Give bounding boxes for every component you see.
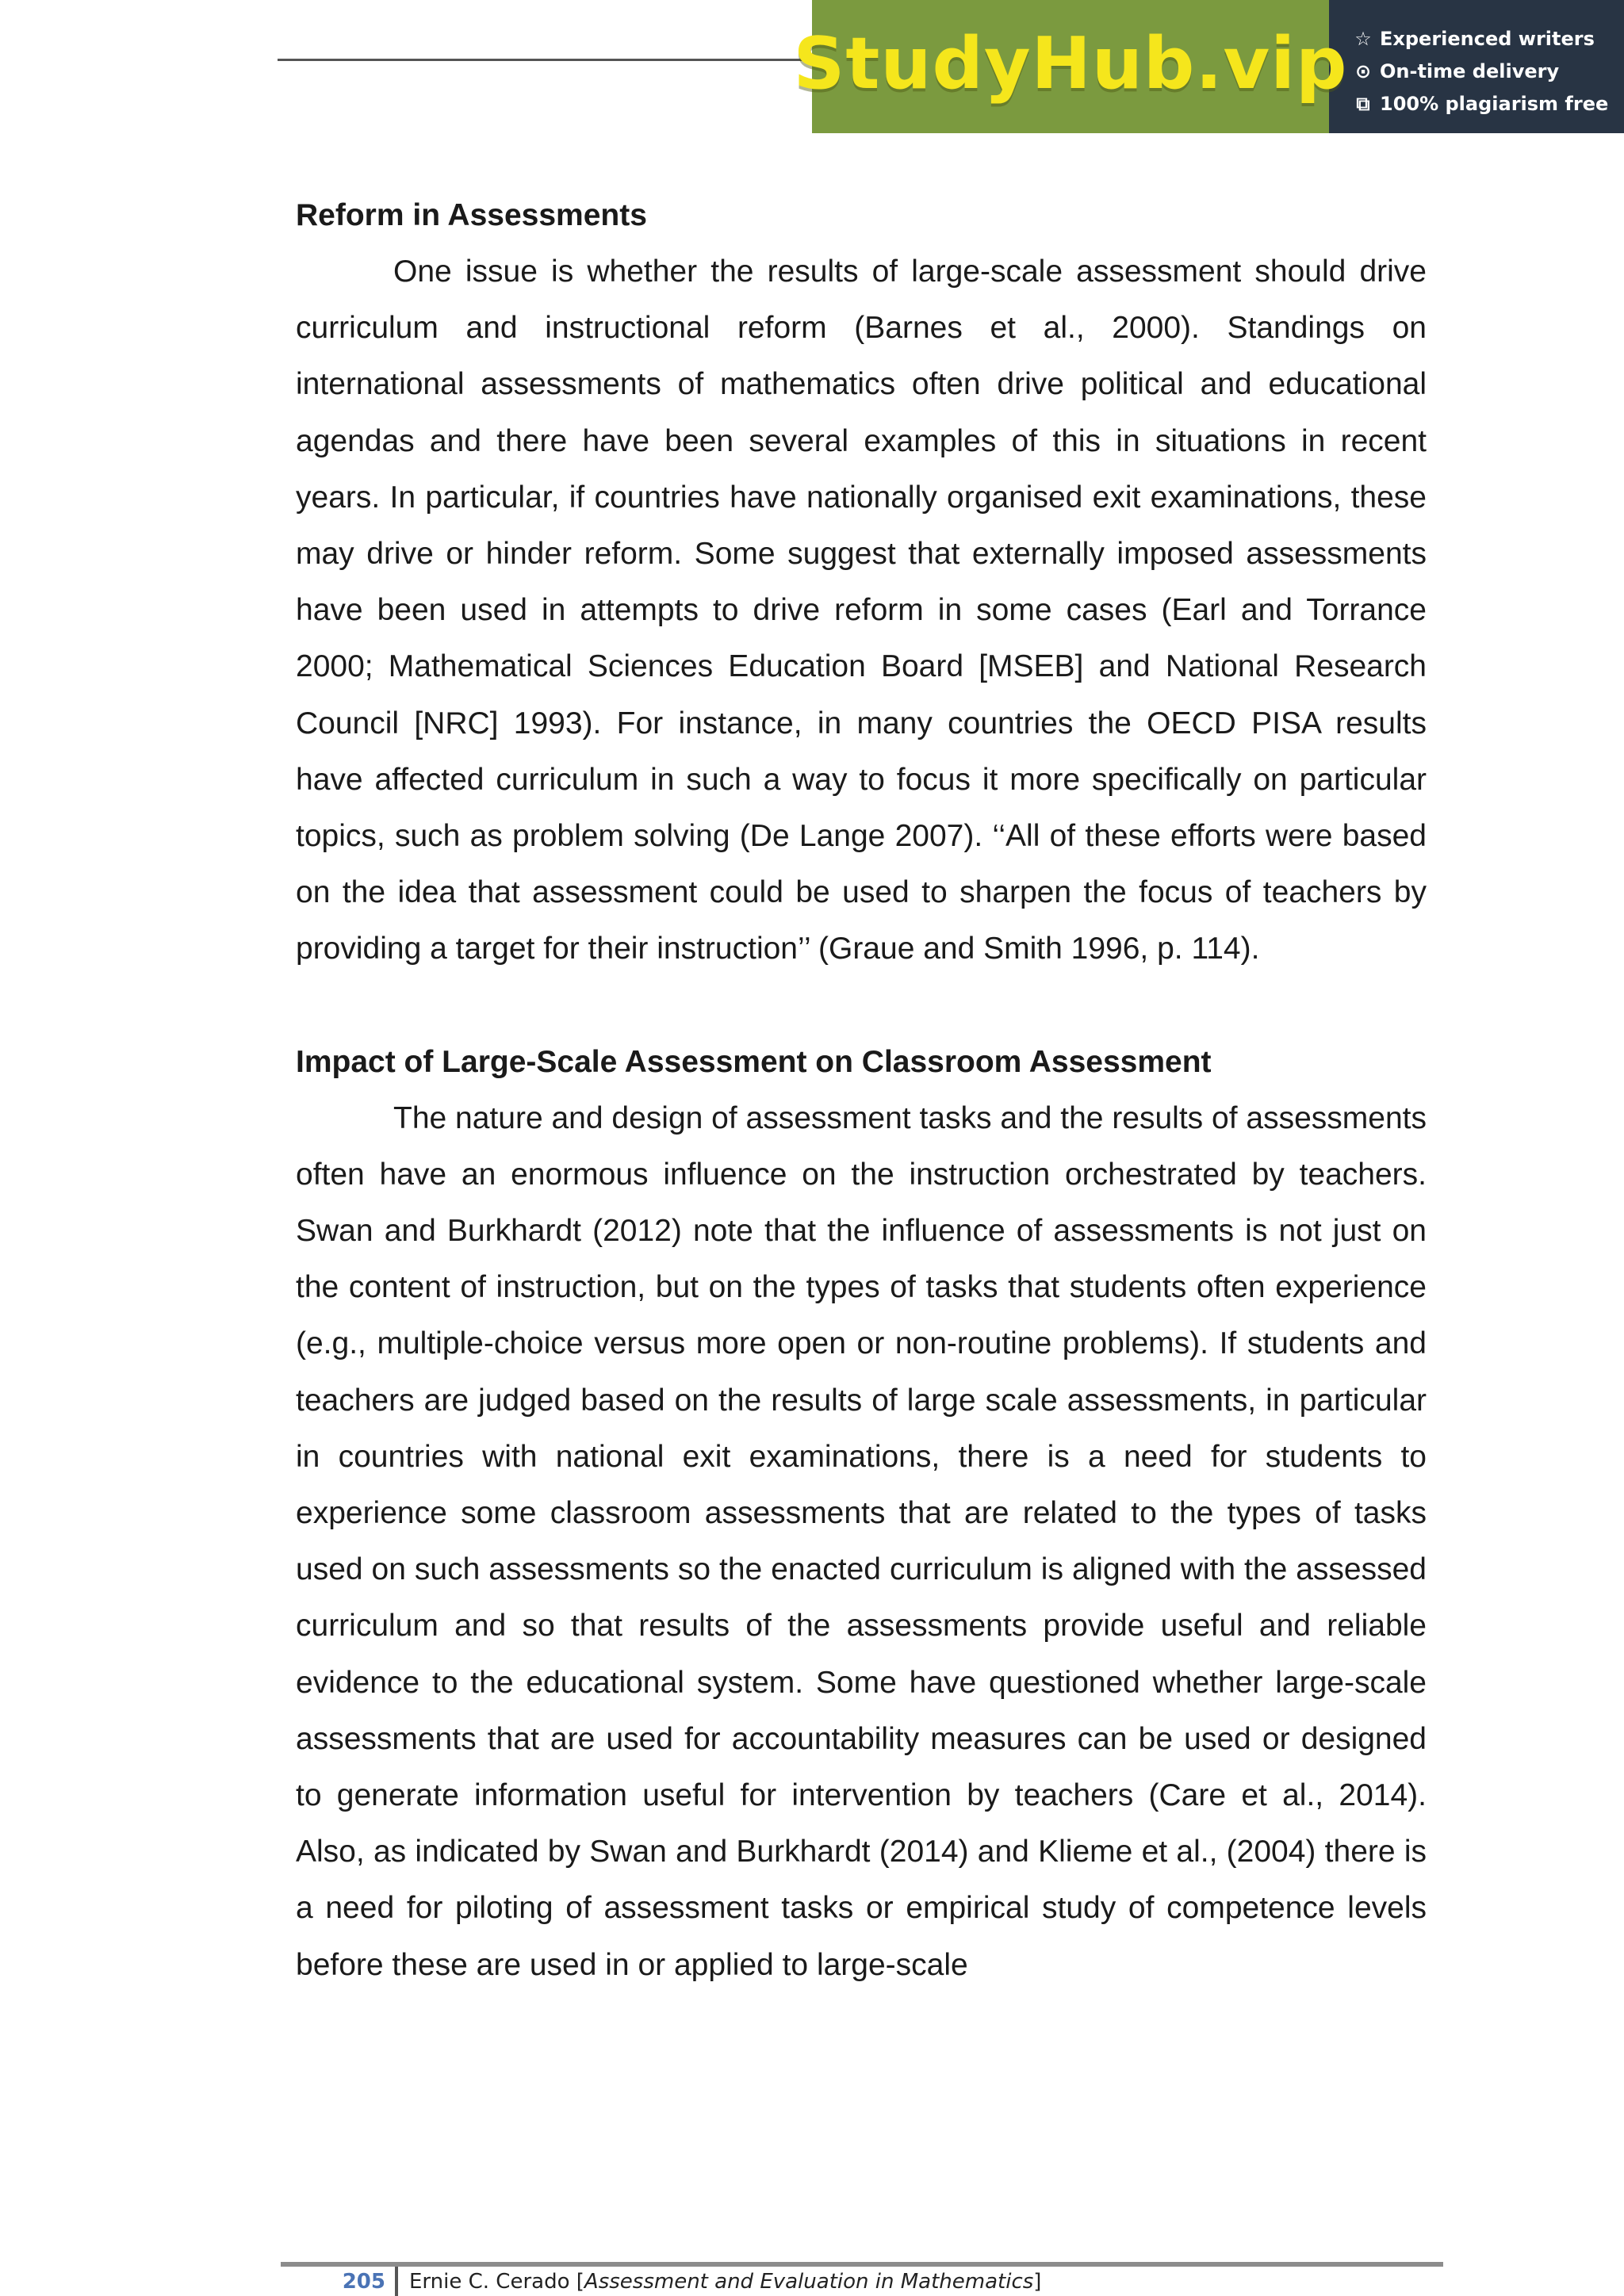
feature-experienced-writers — [1353, 22, 1624, 55]
section-reform-in-assessments — [296, 187, 1427, 978]
page-footer — [281, 2267, 1041, 2296]
section-paragraph: The nature and design of assessment tasks and the results of assessments often have an enormous influence on the instruction orchestrated by teachers. Swan and Burkhardt (2012) note that the influence of assessments is not just on the content of instruction, but on the types of tasks that students often experience (e.g., multiple-choice versus more open or non-routine problems). If students and teachers are judged based on the results of large scale assessments, in particular in countries with national exit examinations, there is a need for students to experience some classroom assessments that are related to the types of tasks used on such assessments so the enacted curriculum is aligned with the assessed curriculum and so that results of the assessments provide useful and reliable evidence to the educational system. Some have questioned whether large-scale assessments that are used for accountability measures can be used or designed to generate information useful for intervention by teachers (Care et al., 2014). Also, as indicated by Swan and Burkhardt (2014) and Klieme et al., (2004) there is a need for piloting of assessment tasks or empirical study of competence levels before these are used in or applied to large-scale — [296, 1100, 1427, 1982]
banner-brand-panel[interactable] — [793, 0, 1348, 133]
clock-icon: ⊙ — [1354, 59, 1372, 82]
feature-label: Experienced writers — [1380, 27, 1595, 50]
brand-logo-text[interactable]: StudyHub.vip — [793, 21, 1348, 105]
header-rule — [278, 59, 814, 61]
page-body — [296, 187, 1427, 1993]
feature-label: 100% plagiarism free — [1380, 92, 1609, 115]
section-paragraph: One issue is whether the results of large-scale assessment should drive curriculum and instructional reform (Barnes et al., 2000). Standings on international assessments of mathematics often drive political and educational agendas and there have been several examples of this in situations in recent years. In particular, if countries have nationally organised exit examinations, these may drive or hinder reform. Some suggest that externally imposed assessments have been used in attempts to drive reform in some cases (Earl and Torrance 2000; Mathematical Sciences Education Board [MSEB] and National Research Council [NRC] 1993). For instance, in many countries the OECD PISA results have affected curriculum in such a way to focus it more specifically on particular topics, such as problem solving (De Lange 2007). ‘‘All of these efforts were based on the idea that assessment could be used to sharpen the focus of teachers by providing a target for their instruction’’ (Graue and Smith 1996, p. 114). — [296, 254, 1427, 966]
studyhub-banner[interactable] — [793, 0, 1624, 133]
feature-plagiarism-free — [1353, 87, 1624, 120]
section-gap — [296, 978, 1427, 1034]
banner-features-panel — [1329, 0, 1624, 133]
feature-label: On-time delivery — [1380, 59, 1560, 82]
footer-author: Ernie C. Cerado [ — [409, 2269, 584, 2294]
star-outline-icon: ☆ — [1354, 27, 1372, 50]
footer-book-title: Assessment and Evaluation in Mathematics — [584, 2269, 1034, 2294]
footer-separator — [395, 2267, 398, 2296]
section-impact-large-scale — [296, 1034, 1427, 1993]
copy-icon: ⧉ — [1356, 92, 1370, 115]
footer-bracket-close: ] — [1033, 2269, 1042, 2294]
section-heading: Reform in Assessments — [296, 198, 647, 232]
page-number: 205 — [342, 2269, 385, 2294]
feature-on-time-delivery — [1353, 55, 1624, 87]
section-heading: Impact of Large-Scale Assessment on Classroom Assessment — [296, 1044, 1212, 1079]
